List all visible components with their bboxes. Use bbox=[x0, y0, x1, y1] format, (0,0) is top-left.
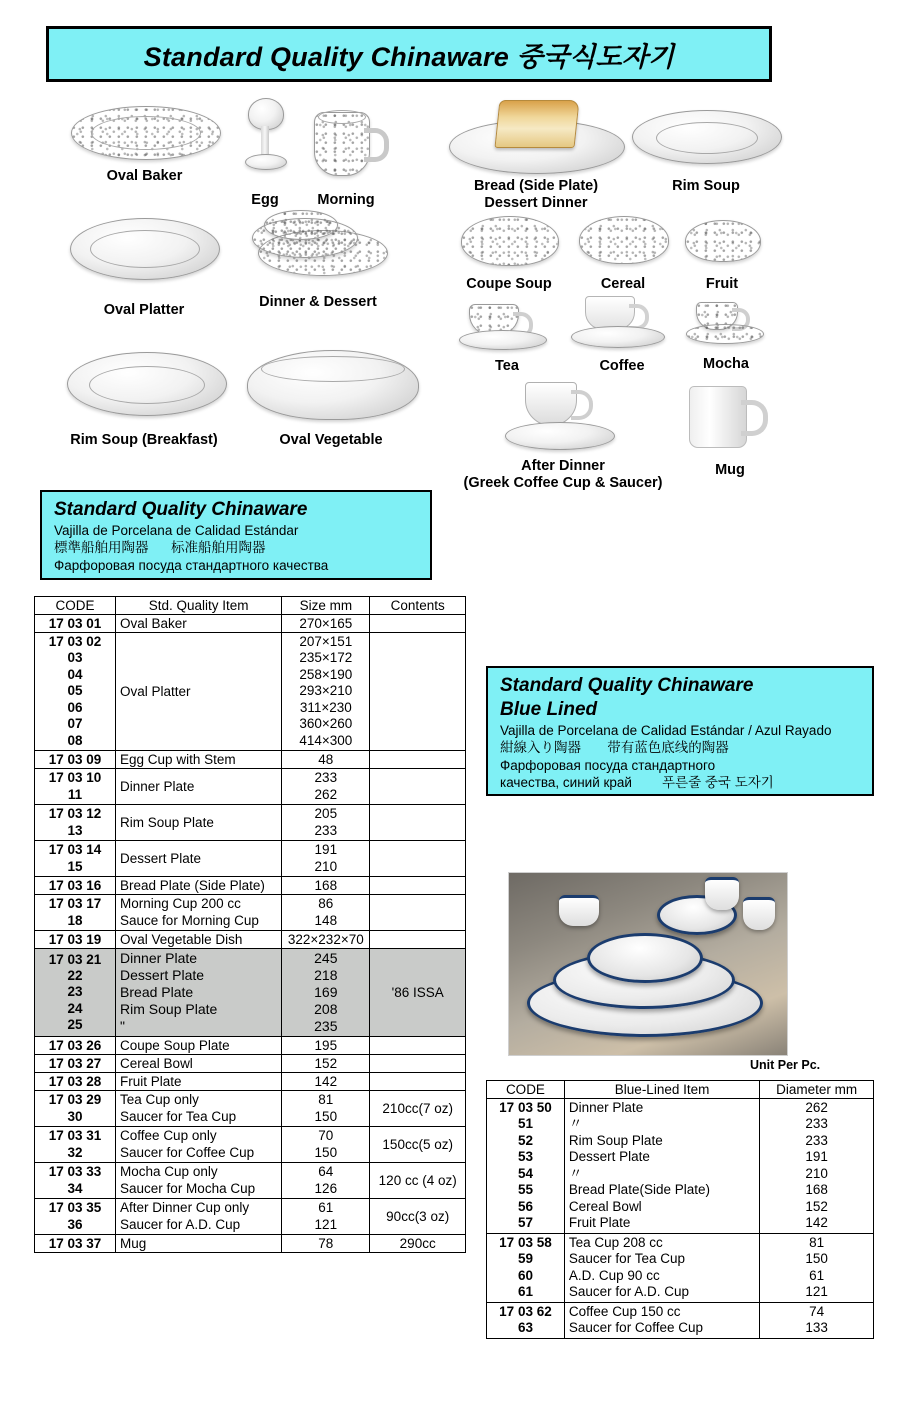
illustration-oval-platter bbox=[64, 208, 224, 319]
table-row bbox=[487, 1302, 874, 1338]
code-line: 17 03 35 bbox=[48, 1200, 102, 1216]
cell-code: 17 03 26 bbox=[35, 1037, 116, 1055]
item-line: Saucer for Mocha Cup bbox=[120, 1180, 256, 1196]
cell-contents: 290cc bbox=[370, 1235, 466, 1253]
header-code: CODE bbox=[487, 1081, 565, 1099]
cell-contents: 150cc(5 oz) bbox=[370, 1127, 466, 1163]
code-line: 04 bbox=[67, 666, 83, 682]
illustration-mocha bbox=[678, 296, 774, 373]
size-line: 61 bbox=[318, 1200, 334, 1216]
cell-code bbox=[35, 1127, 116, 1163]
info-box-blue-lined bbox=[486, 666, 874, 796]
cell-contents bbox=[370, 877, 466, 895]
cell-diameter bbox=[760, 1099, 874, 1234]
size-line: 233 bbox=[805, 1116, 828, 1132]
size-line: 74 bbox=[809, 1303, 825, 1319]
item-line: Dinner Plate bbox=[568, 1100, 644, 1115]
info-line-russian-1: Фарфоровая посуда стандартного bbox=[500, 757, 716, 773]
cell-diameter bbox=[760, 1302, 874, 1338]
size-line: 360×260 bbox=[299, 716, 353, 732]
size-line: 235 bbox=[314, 1018, 338, 1035]
caption-line-1: After Dinner bbox=[521, 458, 605, 474]
caption: Coupe Soup bbox=[466, 276, 552, 292]
illustration-after-dinner bbox=[438, 378, 688, 491]
cell-size: 78 bbox=[282, 1235, 370, 1253]
illustration-coupe-soup bbox=[446, 212, 572, 293]
caption-line-2: Dessert Dinner bbox=[484, 194, 588, 211]
item-line: " bbox=[120, 1018, 126, 1035]
info-line-cjk bbox=[500, 739, 862, 757]
table-row bbox=[35, 1199, 466, 1235]
code-line: 18 bbox=[67, 912, 83, 928]
cell-code bbox=[35, 949, 116, 1037]
cell-item bbox=[564, 1233, 759, 1302]
info-line-russian-korean bbox=[500, 774, 862, 792]
cell-size bbox=[282, 949, 370, 1037]
size-line: 81 bbox=[318, 1092, 334, 1108]
caption: Cereal bbox=[600, 276, 646, 292]
size-line: 414×300 bbox=[299, 732, 353, 748]
code-line: 17 03 02 bbox=[48, 634, 102, 649]
item-line: Bread Plate bbox=[120, 984, 194, 1001]
illustration-mug bbox=[672, 378, 788, 479]
page-title: Standard Quality Chinaware 중국식도자기 bbox=[143, 41, 675, 72]
size-line: 311×230 bbox=[299, 699, 352, 715]
size-line: 262 bbox=[805, 1100, 828, 1115]
cell-item: Bread Plate (Side Plate) bbox=[116, 877, 282, 895]
size-line: 150 bbox=[314, 1108, 338, 1124]
size-line: 121 bbox=[314, 1216, 338, 1232]
caption: Dinner & Dessert bbox=[259, 294, 377, 310]
caption: Oval Vegetable bbox=[279, 432, 383, 448]
cell-size bbox=[282, 841, 370, 877]
item-line: 〃 bbox=[568, 1116, 583, 1132]
header-item: Std. Quality Item bbox=[116, 597, 282, 615]
table-row bbox=[35, 1235, 466, 1253]
code-line: 24 bbox=[67, 1000, 83, 1016]
illustration-coffee bbox=[566, 292, 678, 375]
header-code: CODE bbox=[35, 597, 116, 615]
item-line: 〃 bbox=[568, 1165, 583, 1181]
item-line: Mocha Cup only bbox=[120, 1164, 218, 1180]
header-diameter: Diameter mm bbox=[760, 1081, 874, 1099]
code-line: 60 bbox=[517, 1267, 533, 1283]
info-line-spanish: Vajilla de Porcelana de Calidad Estándar bbox=[54, 522, 299, 538]
info-line-japanese: 標準船舶用陶器 bbox=[54, 540, 149, 556]
cell-contents bbox=[370, 895, 466, 931]
table-row bbox=[35, 895, 466, 931]
cell-item: Oval Platter bbox=[116, 633, 282, 751]
size-line: 208 bbox=[314, 1001, 338, 1018]
cell-item bbox=[116, 949, 282, 1037]
code-line: 05 bbox=[67, 683, 83, 699]
size-line: 233 bbox=[314, 770, 338, 786]
info-line-korean: 푸른줄 중국 도자기 bbox=[661, 775, 774, 791]
cell-item bbox=[116, 1127, 282, 1163]
code-line: 17 03 33 bbox=[48, 1164, 102, 1180]
cell-code bbox=[35, 769, 116, 805]
cell-contents bbox=[370, 615, 466, 633]
item-line: Morning Cup 200 cc bbox=[120, 896, 241, 912]
caption: Coffee bbox=[599, 358, 645, 374]
item-line: After Dinner Cup only bbox=[120, 1200, 250, 1216]
blue-lined-product-photo bbox=[508, 872, 788, 1056]
size-line: 86 bbox=[318, 896, 334, 912]
page-title-banner bbox=[46, 26, 772, 82]
cell-contents: 210cc(7 oz) bbox=[370, 1091, 466, 1127]
table-row bbox=[35, 1163, 466, 1199]
cell-size: 152 bbox=[282, 1055, 370, 1073]
caption-line-1: Bread (Side Plate) bbox=[473, 178, 599, 194]
code-line: 61 bbox=[517, 1284, 533, 1300]
illustration-oval-baker bbox=[62, 98, 227, 185]
code-line: 17 03 31 bbox=[48, 1128, 102, 1144]
size-line: 70 bbox=[318, 1128, 334, 1144]
cell-code: 17 03 09 bbox=[35, 751, 116, 769]
illustration-tea bbox=[452, 298, 562, 375]
cell-size bbox=[282, 769, 370, 805]
cell-contents bbox=[370, 751, 466, 769]
size-line: 210 bbox=[805, 1165, 828, 1181]
cell-code bbox=[35, 633, 116, 751]
cell-size bbox=[282, 1127, 370, 1163]
size-line: 152 bbox=[805, 1198, 828, 1214]
blue-lined-table bbox=[486, 1080, 874, 1339]
table-row bbox=[35, 1037, 466, 1055]
table-row bbox=[35, 877, 466, 895]
size-line: 126 bbox=[314, 1180, 338, 1196]
item-line: Rim Soup Plate bbox=[120, 1001, 218, 1018]
cell-item: Rim Soup Plate bbox=[116, 805, 282, 841]
code-line: 13 bbox=[67, 822, 83, 838]
info-line-chinese: 标准船舶用陶器 bbox=[171, 540, 266, 556]
code-line: 17 03 12 bbox=[48, 806, 102, 822]
code-line: 53 bbox=[517, 1149, 533, 1165]
illustration-rim-soup bbox=[626, 104, 786, 195]
size-line: 293×210 bbox=[299, 683, 353, 699]
cell-contents bbox=[370, 1055, 466, 1073]
cell-item bbox=[564, 1302, 759, 1338]
cell-code bbox=[35, 1091, 116, 1127]
cell-contents bbox=[370, 769, 466, 805]
table-row bbox=[35, 841, 466, 877]
item-line: Rim Soup Plate bbox=[568, 1132, 663, 1148]
item-line: A.D. Cup 90 cc bbox=[568, 1267, 660, 1283]
size-line: 148 bbox=[314, 912, 338, 928]
item-line: Dinner Plate bbox=[120, 950, 198, 967]
cell-contents bbox=[370, 633, 466, 751]
size-line: 64 bbox=[318, 1164, 334, 1180]
caption: Morning bbox=[317, 192, 375, 208]
table-row bbox=[35, 633, 466, 751]
table-row bbox=[35, 615, 466, 633]
header-item: Blue-Lined Item bbox=[564, 1081, 759, 1099]
cell-contents: 120 cc (4 oz) bbox=[370, 1163, 466, 1199]
cell-code bbox=[487, 1233, 565, 1302]
cell-diameter bbox=[760, 1233, 874, 1302]
cell-contents bbox=[370, 841, 466, 877]
size-line: 150 bbox=[314, 1144, 338, 1160]
size-line: 235×172 bbox=[299, 650, 353, 666]
illustration-rim-soup-breakfast bbox=[50, 344, 238, 449]
table-row bbox=[35, 1073, 466, 1091]
item-line: Saucer for Coffee Cup bbox=[120, 1144, 255, 1160]
item-line: Fruit Plate bbox=[568, 1215, 631, 1231]
cell-code bbox=[35, 805, 116, 841]
item-line: Tea Cup 208 cc bbox=[568, 1234, 663, 1250]
size-line: 205 bbox=[314, 806, 338, 822]
cell-code bbox=[35, 1199, 116, 1235]
code-line: 59 bbox=[517, 1251, 533, 1267]
cell-size bbox=[282, 805, 370, 841]
cell-contents bbox=[370, 1037, 466, 1055]
code-line: 63 bbox=[517, 1320, 533, 1336]
code-line: 17 03 14 bbox=[48, 842, 102, 858]
cell-size: 168 bbox=[282, 877, 370, 895]
cell-contents bbox=[370, 931, 466, 949]
item-line: Coffee Cup only bbox=[120, 1128, 217, 1144]
cell-code: 17 03 37 bbox=[35, 1235, 116, 1253]
cell-code bbox=[487, 1302, 565, 1338]
size-line: 150 bbox=[805, 1251, 828, 1267]
cell-item: Dessert Plate bbox=[116, 841, 282, 877]
illustration-egg bbox=[230, 98, 300, 209]
illustration-oval-vegetable bbox=[236, 344, 426, 449]
table-row bbox=[35, 1055, 466, 1073]
table-row bbox=[35, 931, 466, 949]
item-line: Saucer for Tea Cup bbox=[120, 1108, 237, 1124]
size-line: 121 bbox=[805, 1284, 828, 1300]
header-contents: Contents bbox=[370, 597, 466, 615]
item-line: Dessert Plate bbox=[120, 967, 205, 984]
unit-per-piece-label: Unit Per Pc. bbox=[750, 1058, 821, 1072]
size-line: 168 bbox=[805, 1182, 828, 1198]
cell-size bbox=[282, 1091, 370, 1127]
item-line: Saucer for Coffee Cup bbox=[568, 1320, 703, 1336]
cell-code: 17 03 16 bbox=[35, 877, 116, 895]
table-row bbox=[35, 751, 466, 769]
caption: Mug bbox=[715, 462, 745, 478]
code-line: 15 bbox=[67, 858, 83, 874]
size-line: 233 bbox=[805, 1132, 828, 1148]
illustration-fruit bbox=[676, 216, 768, 293]
code-line: 51 bbox=[517, 1116, 533, 1132]
cell-item bbox=[116, 1199, 282, 1235]
code-line: 34 bbox=[67, 1180, 83, 1196]
caption: Oval Baker bbox=[106, 168, 183, 184]
size-line: 210 bbox=[314, 858, 338, 874]
code-line: 36 bbox=[67, 1216, 83, 1232]
size-line: 169 bbox=[314, 984, 338, 1001]
size-line: 133 bbox=[805, 1320, 828, 1336]
caption: Tea bbox=[495, 358, 519, 374]
code-line: 17 03 50 bbox=[499, 1100, 552, 1115]
code-line: 17 03 29 bbox=[48, 1092, 102, 1108]
code-line: 17 03 17 bbox=[48, 896, 102, 912]
illustration-cereal bbox=[570, 212, 676, 293]
cell-item: Oval Vegetable Dish bbox=[116, 931, 282, 949]
table-row bbox=[35, 1127, 466, 1163]
caption: Oval Platter bbox=[103, 302, 185, 318]
code-line: 57 bbox=[517, 1215, 533, 1231]
cell-code: 17 03 28 bbox=[35, 1073, 116, 1091]
table-row bbox=[35, 1091, 466, 1127]
item-line: Saucer for A.D. Cup bbox=[120, 1216, 241, 1232]
code-line: 11 bbox=[67, 786, 83, 802]
cell-item: Dinner Plate bbox=[116, 769, 282, 805]
cell-item bbox=[116, 895, 282, 931]
table-row bbox=[35, 769, 466, 805]
cell-contents: '86 ISSA bbox=[370, 949, 466, 1037]
cell-item bbox=[116, 1091, 282, 1127]
table-row bbox=[35, 805, 466, 841]
item-line: Bread Plate(Side Plate) bbox=[568, 1182, 710, 1198]
info-line-japanese: 紺線入り陶器 bbox=[500, 740, 581, 756]
size-line: 258×190 bbox=[299, 666, 353, 682]
code-line: 25 bbox=[67, 1017, 83, 1033]
cell-item: Oval Baker bbox=[116, 615, 282, 633]
illustration-bread-side-plate bbox=[438, 92, 634, 211]
info-line-chinese: 带有蓝色底线的陶器 bbox=[607, 740, 729, 756]
caption: Mocha bbox=[703, 356, 749, 372]
cell-code: 17 03 01 bbox=[35, 615, 116, 633]
cell-item: Egg Cup with Stem bbox=[116, 751, 282, 769]
info-heading: Standard Quality Chinaware bbox=[54, 499, 308, 520]
code-line: 55 bbox=[517, 1182, 533, 1198]
table-row-highlighted bbox=[35, 949, 466, 1037]
header-size: Size mm bbox=[282, 597, 370, 615]
size-line: 81 bbox=[809, 1234, 825, 1250]
cell-code bbox=[35, 841, 116, 877]
code-line: 17 03 10 bbox=[48, 770, 102, 786]
code-line: 03 bbox=[67, 650, 83, 666]
cell-contents bbox=[370, 1073, 466, 1091]
code-line: 17 03 62 bbox=[499, 1303, 552, 1319]
cell-contents bbox=[370, 805, 466, 841]
info-box-standard-quality bbox=[40, 490, 432, 580]
cell-code bbox=[35, 1163, 116, 1199]
code-line: 30 bbox=[67, 1108, 83, 1124]
code-line: 54 bbox=[517, 1165, 533, 1181]
size-line: 61 bbox=[809, 1267, 825, 1283]
cell-size: 48 bbox=[282, 751, 370, 769]
info-heading-line-2: Blue Lined bbox=[500, 698, 598, 720]
size-line: 218 bbox=[314, 967, 338, 984]
code-line: 08 bbox=[67, 732, 83, 748]
size-line: 262 bbox=[314, 786, 338, 802]
cell-size bbox=[282, 895, 370, 931]
size-line: 245 bbox=[314, 950, 338, 967]
standard-quality-table bbox=[34, 596, 466, 1253]
table-header-row bbox=[35, 597, 466, 615]
cell-code bbox=[487, 1099, 565, 1234]
caption: Fruit bbox=[705, 276, 739, 292]
code-line: 17 03 58 bbox=[499, 1234, 552, 1250]
size-line: 191 bbox=[805, 1149, 828, 1165]
cell-item bbox=[564, 1099, 759, 1234]
table-row bbox=[487, 1099, 874, 1234]
info-line-spanish: Vajilla de Porcelana de Calidad Estándar / Azul Rayado bbox=[500, 722, 832, 738]
item-line: Saucer for A.D. Cup bbox=[568, 1284, 689, 1300]
code-line: 07 bbox=[67, 716, 83, 732]
item-line: Cereal Bowl bbox=[568, 1198, 642, 1214]
info-line-russian-2: качества, синий край bbox=[500, 775, 632, 791]
cell-item: Mug bbox=[116, 1235, 282, 1253]
cell-code: 17 03 19 bbox=[35, 931, 116, 949]
size-line: 233 bbox=[314, 822, 338, 838]
cell-size: 270×165 bbox=[282, 615, 370, 633]
cell-contents: 90cc(3 oz) bbox=[370, 1199, 466, 1235]
cell-item: Fruit Plate bbox=[116, 1073, 282, 1091]
code-line: 17 03 21 bbox=[48, 951, 102, 967]
caption: Egg bbox=[251, 192, 279, 208]
item-line: Saucer for Tea Cup bbox=[568, 1251, 685, 1267]
info-line-cjk bbox=[54, 539, 420, 557]
code-line: 32 bbox=[67, 1144, 83, 1160]
code-line: 52 bbox=[517, 1132, 533, 1148]
table-row bbox=[487, 1233, 874, 1302]
info-line-russian: Фарфоровая посуда стандартного качества bbox=[54, 557, 329, 573]
caption: Rim Soup (Breakfast) bbox=[70, 432, 218, 448]
cell-size: 142 bbox=[282, 1073, 370, 1091]
size-line: 191 bbox=[314, 842, 338, 858]
code-line: 22 bbox=[67, 968, 83, 984]
caption-line-2: (Greek Coffee Cup & Saucer) bbox=[463, 474, 663, 491]
info-heading-line-1: Standard Quality Chinaware bbox=[500, 675, 754, 696]
code-line: 56 bbox=[517, 1198, 533, 1214]
code-line: 06 bbox=[67, 699, 83, 715]
cell-size bbox=[282, 1199, 370, 1235]
size-line: 207×151 bbox=[299, 634, 353, 649]
cell-size bbox=[282, 633, 370, 751]
cell-size: 322×232×70 bbox=[282, 931, 370, 949]
cell-code bbox=[35, 895, 116, 931]
illustration-gallery bbox=[0, 90, 908, 500]
table-header-row bbox=[487, 1081, 874, 1099]
cell-size bbox=[282, 1163, 370, 1199]
cell-code: 17 03 27 bbox=[35, 1055, 116, 1073]
caption: Rim Soup bbox=[672, 178, 740, 194]
item-line: Dessert Plate bbox=[568, 1149, 650, 1165]
illustration-morning bbox=[300, 98, 392, 209]
cell-size: 195 bbox=[282, 1037, 370, 1055]
size-line: 142 bbox=[805, 1215, 828, 1231]
cell-item: Coupe Soup Plate bbox=[116, 1037, 282, 1055]
code-line: 23 bbox=[67, 984, 83, 1000]
item-line: Coffee Cup 150 cc bbox=[568, 1303, 681, 1319]
cell-item: Cereal Bowl bbox=[116, 1055, 282, 1073]
illustration-dinner-dessert bbox=[238, 208, 398, 311]
cell-item bbox=[116, 1163, 282, 1199]
item-line: Tea Cup only bbox=[120, 1092, 199, 1108]
item-line: Sauce for Morning Cup bbox=[120, 912, 259, 928]
